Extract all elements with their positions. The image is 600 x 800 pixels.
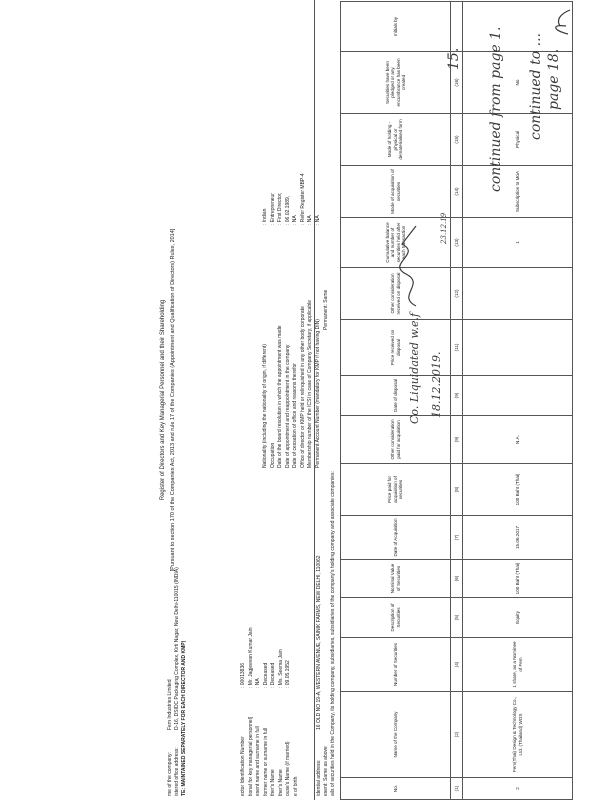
divider: [314, 0, 315, 800]
maintenance-note: TE: MAINTAINED SEPARATELY FOR EACH DIRECTOR AND KMP): [181, 640, 187, 796]
detail-value: : Entrepreneur: [269, 193, 276, 225]
column-number: (9): [451, 416, 463, 464]
detail-label: Nationality (including the nationality of origin, if different): [262, 344, 268, 468]
office-address-label: istered office address:: [174, 747, 180, 796]
date-annotation: 23.12.19: [440, 212, 448, 244]
detail-value: : 09.05.1952: [285, 660, 291, 688]
column-number: (11): [451, 320, 463, 376]
column-header: Price received on disposal: [341, 320, 451, 376]
table-cell: Equity: [463, 598, 573, 638]
detail-value: : Indian: [262, 208, 268, 225]
detail-label: Office of director or KMP held or relinquished in any other body corporate: [299, 306, 306, 468]
detail-label: tional for key managerial personnel]: [247, 716, 254, 796]
column-number: (9): [451, 376, 463, 416]
detail-label: Occupation: [269, 442, 276, 468]
register-subtitle: [Pursuant to section 170 of the Companies Act, 2013 and rule 17 of the Companies (Appointment and Qualification of Directors) Rules, 2014]: [170, 228, 176, 572]
detail-value: : Deceased: [262, 662, 269, 688]
table-cell: [463, 268, 573, 320]
column-number: [451, 2, 463, 52]
column-header: Nominal Value of Securities: [341, 560, 451, 598]
residential-address-label: idential address:: [316, 759, 322, 796]
securities-caption: ails of securities held in the Company, its holding company, subsidiaries, subsidiaries of the company's holding company and associate companies:: [330, 471, 336, 796]
column-header: Date of disposal: [341, 376, 451, 416]
detail-value: : First Director,: [277, 192, 283, 225]
column-number: (1): [451, 778, 463, 800]
residential-address-value: 16 OLD NO 19-A, WESTERN AVENUE, SAINIK FARMS, NEW DELHI, 110062: [316, 555, 322, 730]
details-right-labels: [262, 300, 322, 468]
table-cell: 1 share, as a Nominee of Fem: [463, 638, 573, 692]
register-title: Register of Directors and Key Managerial Personnel and their Shareholding: [160, 299, 166, 501]
detail-label: Membership number of the ICSI in case of Company Secretary, if applicable: [307, 299, 313, 468]
detail-label: ther's Name: [277, 769, 284, 796]
column-header: Description of Securities: [341, 598, 451, 638]
detail-value: : Refer Register MBP-4: [299, 173, 306, 225]
detail-label: esent name and surname in full: [255, 726, 261, 796]
detail-label: Permanent Account Number (mandatory for KMP if not having DIN): [314, 319, 321, 468]
column-header: Cumulative balance and number of securities held after each transaction: [341, 218, 451, 268]
office-address-value: D-16, DSIDC Packaging Complex, Kirti Nagar, New Delhi-110015 (INDIA): [174, 567, 180, 730]
table-cell: Subscription to MoA: [463, 166, 573, 218]
detail-label: Date of cessation of office and reasons therefor: [292, 363, 298, 468]
company-name-label: me of the company:: [167, 752, 173, 796]
detail-value: : 00013836: [240, 662, 246, 688]
column-number: (2): [451, 692, 463, 778]
column-number: (16): [451, 52, 463, 114]
detail-label: ouse's Name (if married): [285, 741, 291, 796]
continued-to-annotation: continued to ...: [528, 33, 544, 140]
column-number: (5): [451, 598, 463, 638]
column-header: Price paid for acquisition of securities: [341, 464, 451, 516]
column-number: (4): [451, 638, 463, 692]
column-header: Other consideration received on disposal: [341, 268, 451, 320]
detail-label: ector Identification Number: [240, 736, 246, 796]
signature-mark: [392, 220, 432, 310]
table-cell: [463, 320, 573, 376]
details-left-labels: [240, 717, 300, 796]
detail-value: : NA: [292, 215, 298, 225]
column-header: Securities have been pledged or any encumbrance has been created: [341, 52, 451, 114]
table-row: [463, 2, 573, 800]
column-header: Other consideration paid for acquisition: [341, 416, 451, 464]
permanent-address: Permanent: Same: [323, 289, 329, 330]
column-header: Name of the Company: [341, 692, 451, 778]
liquidated-annotation-line2: 18.12.2019.: [430, 351, 443, 418]
details-left-values: [240, 627, 293, 688]
table-cell: Physical: [463, 114, 573, 166]
detail-label: ther's Name: [270, 769, 276, 796]
liquidated-annotation-line1: Co. Liquidated w.e.f: [408, 312, 421, 424]
detail-value: : Deceased: [270, 662, 276, 688]
table-cell: 2: [463, 778, 573, 800]
table-cell: 15.06.2017: [463, 516, 573, 560]
detail-label: Date of the board resolution in which the appointment was made: [277, 325, 283, 468]
detail-value: : NA: [307, 215, 313, 225]
detail-label: former name or surname in full: [262, 727, 269, 796]
column-header: Mode of holding - physical or dematerialised form: [341, 114, 451, 166]
continued-from-annotation: continued from page 1.: [488, 26, 504, 192]
detail-label: Date of appointment and reappointment in the company: [284, 344, 291, 468]
table-cell: 100 Baht (Thai): [463, 464, 573, 516]
detail-value: : Mr. Jagjeevan Kumar Jain: [247, 627, 254, 688]
column-number: (14): [451, 166, 463, 218]
column-header: Mode of acquisition of securities: [341, 166, 451, 218]
column-number: (13): [451, 218, 463, 268]
present-address: esent: Same as above: [323, 746, 329, 796]
page-number-annotation: 15.: [446, 47, 462, 70]
detail-value: : 06.02.1989,: [284, 195, 291, 225]
table-cell: N.A.: [463, 416, 573, 464]
column-header: Number of Securities: [341, 638, 451, 692]
column-number: (8): [451, 464, 463, 516]
detail-value: : NA: [314, 215, 321, 225]
detail-label: e of birth: [292, 776, 299, 796]
detail-value: : Ms. Seema Jain: [277, 649, 284, 688]
initials-mark: [548, 4, 574, 38]
column-number: (6): [451, 560, 463, 598]
column-header: No.: [341, 778, 451, 800]
column-header: Initials by: [341, 2, 451, 52]
details-right-values: [262, 173, 322, 225]
table-cell: 1: [463, 218, 573, 268]
detail-value: : NA: [255, 678, 261, 688]
table-cell: Fem(Thai) Design & Technology Co., Ltd. (Thailand) WOS: [463, 692, 573, 778]
table-cell: No: [463, 52, 573, 114]
column-number: (15): [451, 114, 463, 166]
column-header: Date of Acquisition: [341, 516, 451, 560]
table-cell: [463, 376, 573, 416]
table-number-row: [451, 2, 463, 800]
continued-to-page-annotation: page 18.: [546, 48, 562, 110]
company-name-value: Fem Industries Limited: [167, 679, 173, 730]
column-number: (7): [451, 516, 463, 560]
column-number: (12): [451, 268, 463, 320]
table-cell: 100 Baht (Thai): [463, 560, 573, 598]
